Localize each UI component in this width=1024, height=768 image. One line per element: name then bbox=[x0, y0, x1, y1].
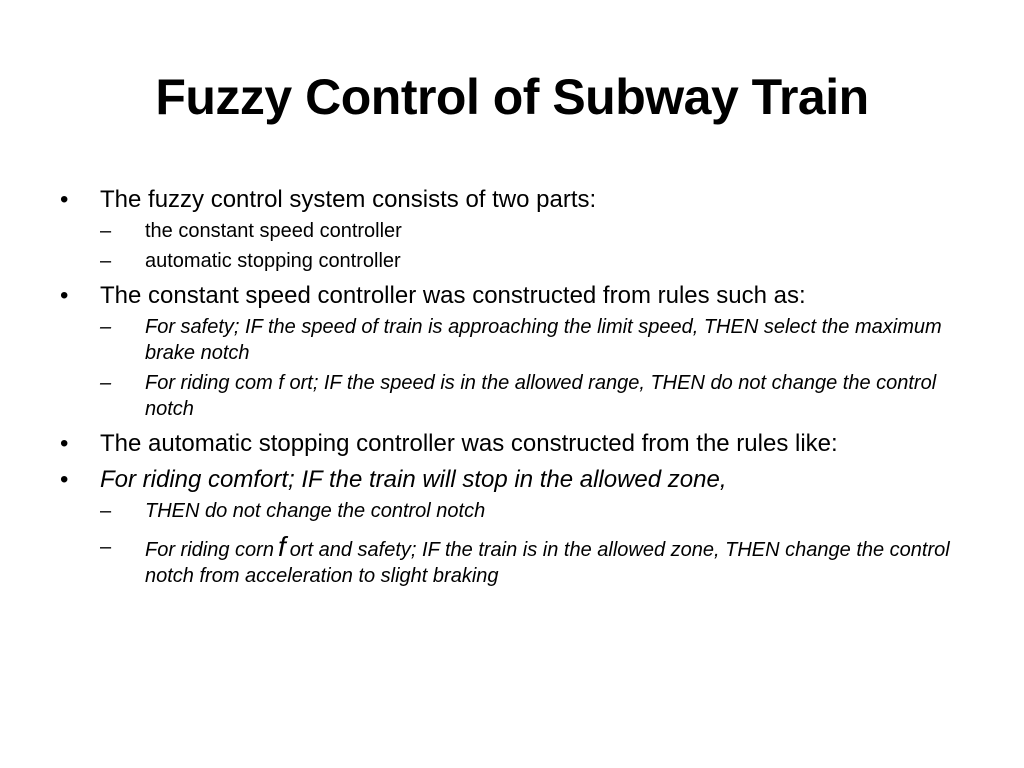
bullet-item-4 bbox=[60, 465, 960, 494]
sub-item-text: THEN do not change the control notch bbox=[145, 500, 486, 522]
bullet-item-3 bbox=[60, 429, 960, 458]
slide-content bbox=[60, 178, 960, 589]
bullet-dot-icon: • bbox=[60, 466, 69, 493]
bullet-dot-icon: • bbox=[60, 430, 69, 457]
sub-item-2 bbox=[100, 248, 960, 274]
sub-item-text: automatic stopping controller bbox=[145, 250, 401, 272]
sub-item-text bbox=[145, 531, 960, 589]
bullet-item-2 bbox=[60, 281, 960, 310]
sub-item-6 bbox=[100, 531, 960, 589]
bullet-dot-icon: • bbox=[60, 282, 69, 309]
sub-item-text-before: For riding corn bbox=[145, 539, 274, 561]
sub-item-text: For safety; IF the speed of train is approaching the limit speed, THEN select the maximum brake notch bbox=[145, 316, 942, 364]
bullet-text: The automatic stopping controller was constructed from the rules like: bbox=[100, 430, 838, 457]
sub-item-text-after: ort and safety; IF the train is in the allowed zone, THEN change the control notch from acceleration to slight braking bbox=[145, 539, 950, 587]
dash-icon: – bbox=[100, 500, 112, 522]
sub-item-text: the constant speed controller bbox=[145, 220, 402, 242]
sub-item-text: For riding com f ort; IF the speed is in the allowed range, THEN do not change the control notch bbox=[145, 372, 937, 420]
bullet-item-1 bbox=[60, 185, 960, 214]
slide-title: Fuzzy Control of Subway Train bbox=[155, 69, 869, 125]
bullet-text: The constant speed controller was constructed from rules such as: bbox=[100, 282, 806, 309]
sub-item-5 bbox=[100, 498, 960, 524]
bullet-dot-icon: • bbox=[60, 186, 69, 213]
dash-icon: – bbox=[100, 536, 112, 558]
bullet-text: For riding comfort; IF the train will stop in the allowed zone, bbox=[100, 466, 727, 493]
dash-icon: – bbox=[100, 372, 112, 394]
bullet-text: The fuzzy control system consists of two parts: bbox=[100, 186, 597, 213]
sub-item-1 bbox=[100, 218, 960, 244]
dash-icon: – bbox=[100, 316, 112, 338]
dash-icon: – bbox=[100, 220, 112, 242]
sub-item-3 bbox=[100, 314, 960, 366]
dash-icon: – bbox=[100, 250, 112, 272]
sub-item-text-f: f bbox=[277, 531, 286, 562]
sub-item-4 bbox=[100, 370, 960, 422]
